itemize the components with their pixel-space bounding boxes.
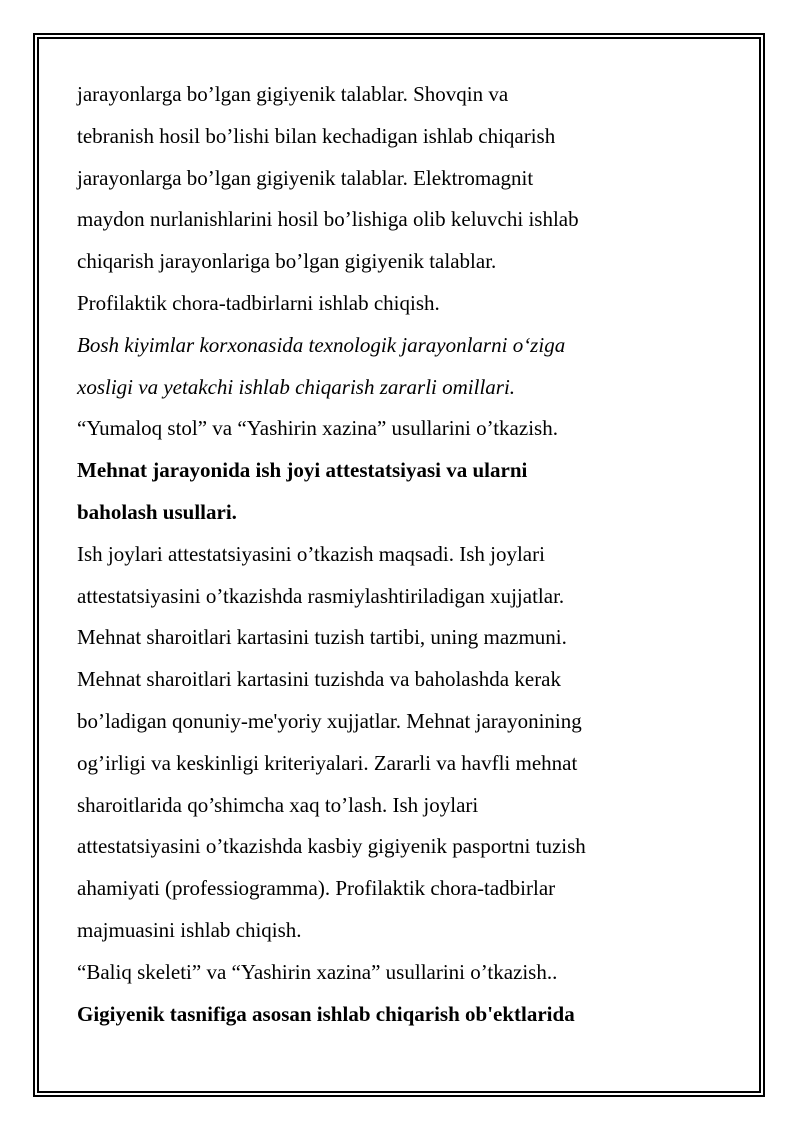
text-line: jarayonlarga bo’lgan gigiyenik talablar. Elektromagnit xyxy=(77,165,534,190)
text-line: Mehnat sharoitlari kartasini tuzish tartibi, uning mazmuni. xyxy=(77,625,567,650)
document-body xyxy=(77,74,697,1035)
text-line: attestatsiyasini o’tkazishda rasmiylashtiriladigan xujjatlar. xyxy=(77,583,565,608)
text-line: bo’ladigan qonuniy-me'yoriy xujjatlar. Mehnat jarayonining xyxy=(77,708,582,733)
text-line: “Baliq skeleti” va “Yashirin xazina” usullarini o’tkazish.. xyxy=(77,959,558,984)
text-line: “Yumaloq stol” va “Yashirin xazina” usullarini o’tkazish. xyxy=(77,416,558,441)
italic-text-line: xosligi va yetakchi ishlab chiqarish zararli omillari. xyxy=(77,374,516,399)
text-line: jarayonlarga bo’lgan gigiyenik talablar. Shovqin va xyxy=(77,82,509,106)
text-line: maydon nurlanishlarini hosil bo’lishiga olib keluvchi ishlab xyxy=(77,207,579,232)
text-line: og’irligi va keskinligi kriteriyalari. Zararli va havfli mehnat xyxy=(77,750,578,775)
text-line: tebranish hosil bo’lishi bilan kechadigan ishlab chiqarish xyxy=(77,123,556,148)
text-line: ahamiyati (professiogramma). Profilaktik chora-tadbirlar xyxy=(77,876,556,901)
text-line: attestatsiyasini o’tkazishda kasbiy gigiyenik pasportni tuzish xyxy=(77,834,586,859)
text-line: Profilaktik chora-tadbirlarni ishlab chiqish. xyxy=(77,290,440,315)
text-line: sharoitlarida qo’shimcha xaq to’lash. Ish joylari xyxy=(77,792,479,817)
text-line: chiqarish jarayonlariga bo’lgan gigiyenik talablar. xyxy=(77,249,497,274)
section-heading-line: Gigiyenik tasnifiga asosan ishlab chiqarish ob'ektlarida xyxy=(77,1001,575,1026)
text-line: Ish joylari attestatsiyasini o’tkazish maqsadi. Ish joylari xyxy=(77,541,545,566)
section-heading-line: baholash usullari. xyxy=(77,499,237,524)
text-line: Mehnat sharoitlari kartasini tuzishda va baholashda kerak xyxy=(77,667,562,692)
text-line: majmuasini ishlab chiqish. xyxy=(77,917,302,942)
italic-text-line: Bosh kiyimlar korxonasida texnologik jarayonlarni o‘ziga xyxy=(77,332,566,357)
section-heading-line: Mehnat jarayonida ish joyi attestatsiyasi va ularni xyxy=(77,458,528,483)
